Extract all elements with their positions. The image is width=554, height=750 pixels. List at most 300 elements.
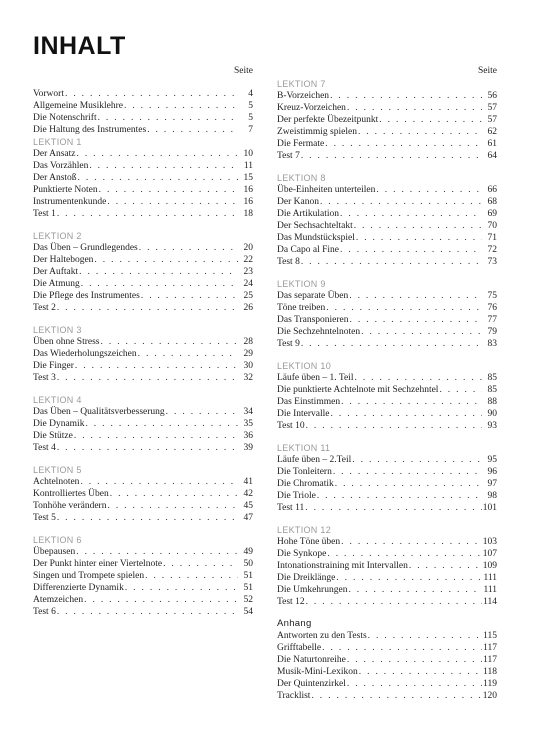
dot-leader: [57, 208, 238, 220]
toc-entry-page: 39: [243, 443, 253, 453]
dot-leader: [340, 244, 482, 256]
section-heading: LEKTION 8: [277, 173, 326, 183]
dot-leader: [354, 372, 482, 384]
dot-leader: [340, 208, 482, 220]
toc-entry-label: Antworten zu den Tests: [277, 631, 367, 641]
toc-entry-label: Der Ansatz: [33, 149, 76, 159]
toc-entry-label: Läufe üben – 1. Teil: [277, 373, 354, 383]
toc-entry-label: Die Stütze: [33, 431, 73, 441]
toc-entry-page: 15: [243, 173, 253, 183]
dot-leader: [57, 512, 238, 524]
toc-entry-page: 69: [487, 209, 497, 219]
toc-entry-page: 111: [483, 573, 497, 583]
dot-leader: [74, 430, 238, 442]
toc-entry-page: 7: [248, 125, 253, 135]
toc-entry: [277, 138, 497, 150]
toc-entry-label: Übepausen: [33, 547, 76, 557]
toc-entry: [277, 396, 497, 408]
toc-entry-label: Töne treiben: [277, 303, 326, 313]
toc-entry-label: Die Chromatik: [277, 479, 334, 489]
toc-entry: [277, 372, 497, 384]
dot-leader: [301, 338, 482, 350]
dot-leader: [163, 558, 238, 570]
toc-entry: [33, 348, 253, 360]
toc-entry-page: 57: [487, 103, 497, 113]
dot-leader: [94, 254, 238, 266]
toc-right-sections: [277, 78, 497, 702]
toc-entry-page: 97: [487, 479, 497, 489]
toc-entry: [277, 290, 497, 302]
toc-entry-page: 101: [482, 503, 497, 513]
toc-entry: [277, 642, 497, 654]
dot-leader: [376, 184, 482, 196]
toc-section: [33, 324, 253, 384]
dot-leader: [358, 126, 482, 138]
toc-right-column: [277, 64, 497, 702]
toc-entry-label: Der Haltebogen: [33, 255, 94, 265]
toc-entry: [277, 536, 497, 548]
toc-entry: [33, 208, 253, 220]
toc-entry: [33, 558, 253, 570]
section-heading: LEKTION 2: [33, 231, 82, 241]
toc-entry-label: Tonhöhe verändern: [33, 501, 107, 511]
dot-leader: [317, 490, 482, 502]
toc-entry: [277, 572, 497, 584]
dot-leader: [57, 442, 238, 454]
dot-leader: [335, 478, 482, 490]
toc-entry-label: Der Anstoß: [33, 173, 77, 183]
toc-entry-label: Test 10: [277, 421, 305, 431]
toc-entry: [33, 160, 253, 172]
toc-entry-page: 20: [243, 243, 253, 253]
toc-entry-page: 114: [483, 597, 497, 607]
toc-entry-label: Tracklist: [277, 691, 311, 701]
toc-entry-label: Vorwort: [33, 89, 64, 99]
toc-entry-label: Der Punkt hinter einer Viertelnote: [33, 559, 163, 569]
toc-entry-label: Test 11: [277, 503, 305, 513]
dot-leader: [305, 502, 482, 514]
toc-entry-page: 5: [248, 101, 253, 111]
dot-leader: [85, 418, 238, 430]
toc-entry-label: Die Dreiklänge: [277, 573, 336, 583]
dot-leader: [368, 630, 482, 642]
toc-section: [33, 136, 253, 220]
toc-entry-page: 23: [243, 267, 253, 277]
toc-entry-label: Das Einstimmen: [277, 397, 341, 407]
dot-leader: [348, 584, 482, 596]
dot-leader: [141, 290, 238, 302]
toc-entry-page: 120: [482, 691, 497, 701]
toc-entry: [33, 124, 253, 136]
toc-entry: [33, 88, 253, 100]
toc-entry-label: Das separate Üben: [277, 291, 349, 301]
dot-leader: [356, 232, 482, 244]
toc-entry-page: 117: [483, 643, 497, 653]
toc-entry-page: 115: [483, 631, 497, 641]
toc-entry-label: Übe-Einheiten unterteilen: [277, 185, 376, 195]
toc-entry-label: Der perfekte Übezeitpunkt: [277, 115, 379, 125]
toc-entry-page: 26: [243, 303, 253, 313]
toc-entry-label: Die Artikulation: [277, 209, 340, 219]
toc-entry: [277, 408, 497, 420]
toc-entry: [33, 442, 253, 454]
toc-entry-label: Hohe Töne üben: [277, 537, 341, 547]
toc-entry: [277, 302, 497, 314]
toc-entry-page: 109: [482, 561, 497, 571]
toc-entry-page: 66: [487, 185, 497, 195]
toc-entry-label: Grifftabelle: [277, 643, 322, 653]
toc-entry-page: 103: [482, 537, 497, 547]
toc-entry: [277, 490, 497, 502]
dot-leader: [57, 302, 238, 314]
toc-entry-page: 51: [243, 571, 253, 581]
section-heading: LEKTION 1: [33, 137, 82, 147]
toc-entry-label: Intonationstraining mit Intervallen: [277, 561, 408, 571]
toc-entry-page: 16: [243, 185, 253, 195]
toc-entry: [33, 546, 253, 558]
toc-entry-page: 72: [487, 245, 497, 255]
toc-entry: [277, 678, 497, 690]
dot-leader: [336, 572, 482, 584]
toc-entry-label: B-Vorzeichen: [277, 91, 330, 101]
dot-leader: [89, 160, 238, 172]
toc-entry: [33, 172, 253, 184]
toc-entry-page: 49: [243, 547, 253, 557]
toc-entry-label: Das Üben – Grundlegendes: [33, 243, 138, 253]
dot-leader: [138, 348, 238, 360]
toc-entry-page: 18: [243, 209, 253, 219]
toc-entry-label: Die Haltung des Instrumentes: [33, 125, 147, 135]
toc-entry-page: 95: [487, 455, 497, 465]
toc-entry-label: Test 12: [277, 597, 305, 607]
toc-entry-page: 25: [243, 291, 253, 301]
dot-leader: [125, 582, 238, 594]
toc-entry-page: 118: [483, 667, 497, 677]
toc-entry-page: 56: [487, 91, 497, 101]
toc-left-sections: [33, 136, 253, 618]
dot-leader: [139, 242, 238, 254]
toc-entry: [277, 596, 497, 608]
toc-entry-page: 85: [487, 385, 497, 395]
dot-leader: [80, 476, 238, 488]
dot-leader: [325, 138, 482, 150]
dot-leader: [350, 314, 482, 326]
toc-left-column: [33, 64, 253, 618]
toc-entry: [277, 466, 497, 478]
toc-entry-label: Die Sechzehntelnoten: [277, 327, 361, 337]
toc-entry-label: Differenzierte Dynamik: [33, 583, 124, 593]
toc-entry-label: Zweistimmig spielen: [277, 127, 357, 137]
toc-entry-label: Musik-Mini-Lexikon: [277, 667, 358, 677]
toc-entry-page: 28: [243, 337, 253, 347]
toc-entry: [33, 430, 253, 442]
toc-section: [33, 464, 253, 524]
toc-entry-page: 34: [243, 407, 253, 417]
toc-entry: [277, 126, 497, 138]
toc-entry-label: Test 2: [33, 303, 56, 313]
toc-entry-page: 29: [243, 349, 253, 359]
toc-entry: [33, 570, 253, 582]
toc-entry-label: Üben ohne Stress: [33, 337, 100, 347]
toc-entry: [277, 690, 497, 702]
toc-entry-label: Test 8: [277, 257, 300, 267]
toc-entry: [33, 476, 253, 488]
toc-entry-label: Die Finger: [33, 361, 74, 371]
toc-entry: [277, 102, 497, 114]
toc-entry-page: 85: [487, 373, 497, 383]
toc-entry: [277, 232, 497, 244]
toc-section: [277, 442, 497, 514]
toc-entry-label: Das Vorzählen: [33, 161, 89, 171]
toc-entry-label: Die Intervalle: [277, 409, 330, 419]
toc-entry: [33, 418, 253, 430]
toc-entry-page: 68: [487, 197, 497, 207]
dot-leader: [75, 360, 238, 372]
toc-entry-label: Test 1: [33, 209, 56, 219]
toc-entry: [277, 208, 497, 220]
toc-entry: [277, 338, 497, 350]
toc-entry: [33, 112, 253, 124]
toc-entry: [33, 196, 253, 208]
toc-entry-label: Da Capo al Fine: [277, 245, 340, 255]
toc-entry: [277, 196, 497, 208]
toc-section: [33, 230, 253, 314]
toc-entry: [277, 256, 497, 268]
dot-leader: [79, 266, 238, 278]
toc-entry-page: 77: [487, 315, 497, 325]
toc-section: [277, 278, 497, 350]
toc-entry-label: Läufe üben – 2.Teil: [277, 455, 352, 465]
dot-leader: [107, 500, 238, 512]
toc-entry: [277, 244, 497, 256]
section-heading: LEKTION 5: [33, 465, 82, 475]
toc-entry-page: 22: [243, 255, 253, 265]
toc-entry: [277, 666, 497, 678]
toc-entry: [277, 220, 497, 232]
dot-leader: [347, 678, 482, 690]
dot-leader: [354, 220, 482, 232]
toc-entry-label: Die Atmung: [33, 279, 80, 289]
section-heading: LEKTION 12: [277, 525, 332, 535]
toc-entry: [33, 290, 253, 302]
toc-entry-label: Die Fermate: [277, 139, 325, 149]
dot-leader: [57, 606, 238, 618]
toc-entry: [33, 406, 253, 418]
toc-entry: [33, 488, 253, 500]
dot-leader: [359, 666, 482, 678]
dot-leader: [409, 560, 482, 572]
toc-entry-page: 50: [243, 559, 253, 569]
page-title: INHALT: [33, 32, 126, 60]
toc-entry-label: Atemzeichen: [33, 595, 84, 605]
dot-leader: [306, 596, 482, 608]
toc-entry: [277, 150, 497, 162]
dot-leader: [124, 100, 238, 112]
toc-entry-label: Test 3: [33, 373, 56, 383]
dot-leader: [306, 420, 482, 432]
toc-entry-label: Allgemeine Musiklehre: [33, 101, 123, 111]
toc-entry-page: 107: [482, 549, 497, 559]
dot-leader: [76, 546, 238, 558]
dot-leader: [327, 548, 481, 560]
dot-leader: [347, 654, 482, 666]
toc-entry-label: Kontrolliertes Üben: [33, 489, 109, 499]
toc-entry-page: 61: [487, 139, 497, 149]
toc-entry: [33, 500, 253, 512]
toc-entry-label: Das Mundstückspiel: [277, 233, 355, 243]
toc-entry-page: 24: [243, 279, 253, 289]
dot-leader: [320, 196, 482, 208]
dot-leader: [352, 454, 482, 466]
toc-entry: [277, 420, 497, 432]
section-heading: LEKTION 3: [33, 325, 82, 335]
toc-section: [277, 524, 497, 608]
section-heading: LEKTION 4: [33, 395, 82, 405]
dot-leader: [78, 172, 238, 184]
toc-section: [277, 172, 497, 268]
toc-entry: [277, 114, 497, 126]
dot-leader: [65, 88, 238, 100]
toc-entry: [277, 184, 497, 196]
toc-entry-label: Singen und Trompete spielen: [33, 571, 145, 581]
toc-entry: [277, 454, 497, 466]
toc-entry: [33, 512, 253, 524]
toc-entry: [33, 372, 253, 384]
toc-entry-label: Test 5: [33, 513, 56, 523]
toc-section: [277, 360, 497, 432]
section-heading: LEKTION 11: [277, 443, 331, 453]
dot-leader: [84, 594, 238, 606]
toc-entry-page: 70: [487, 221, 497, 231]
toc-entry-label: Der Sechsachteltakt: [277, 221, 353, 231]
toc-entry-page: 51: [243, 583, 253, 593]
toc-entry: [277, 560, 497, 572]
toc-entry-page: 54: [243, 607, 253, 617]
section-heading: Anhang: [277, 618, 312, 629]
toc-entry: [277, 384, 497, 396]
toc-entry-page: 98: [487, 491, 497, 501]
toc-entry: [33, 184, 253, 196]
toc-section: [277, 78, 497, 162]
toc-entry-label: Test 7: [277, 151, 300, 161]
toc-entry: [277, 90, 497, 102]
toc-entry-page: 88: [487, 397, 497, 407]
toc-entry: [277, 326, 497, 338]
toc-entry-page: 64: [487, 151, 497, 161]
toc-entry-page: 71: [487, 233, 497, 243]
toc-entry: [33, 302, 253, 314]
toc-entry: [33, 100, 253, 112]
toc-entry-label: Die Dynamik: [33, 419, 85, 429]
toc-entry: [33, 278, 253, 290]
dot-leader: [333, 466, 482, 478]
page-column-header: Seite: [478, 66, 497, 76]
toc-entry: [33, 148, 253, 160]
dot-leader: [322, 642, 482, 654]
dot-leader: [311, 690, 481, 702]
dot-leader: [166, 406, 238, 418]
toc-section: [33, 394, 253, 454]
toc-entry: [33, 606, 253, 618]
toc-entry-page: 16: [243, 197, 253, 207]
toc-entry-label: Die Synkope: [277, 549, 327, 559]
toc-entry-page: 30: [243, 361, 253, 371]
dot-leader: [301, 150, 482, 162]
toc-entry-page: 42: [243, 489, 253, 499]
toc-entry-page: 32: [243, 373, 253, 383]
dot-leader: [107, 196, 238, 208]
section-heading: LEKTION 7: [277, 79, 326, 89]
toc-entry-label: Die Naturtonreihe: [277, 655, 346, 665]
toc-entry-page: 75: [487, 291, 497, 301]
toc-entry-page: 4: [248, 89, 253, 99]
dot-leader: [326, 302, 482, 314]
dot-leader: [145, 570, 238, 582]
toc-entry-page: 119: [483, 679, 497, 689]
toc-entry-label: Die punktierte Achtelnote mit Sechzehntel: [277, 385, 439, 395]
toc-entry-label: Das Üben – Qualitätsverbesserung: [33, 407, 165, 417]
toc-entry: [277, 630, 497, 642]
dot-leader: [81, 278, 238, 290]
toc-entry: [33, 594, 253, 606]
toc-entry-page: 83: [487, 339, 497, 349]
toc-entry-label: Instrumentenkunde: [33, 197, 107, 207]
toc-entry: [277, 584, 497, 596]
toc-entry-page: 79: [487, 327, 497, 337]
toc-entry-page: 111: [483, 585, 497, 595]
toc-entry-label: Test 6: [33, 607, 56, 617]
dot-leader: [439, 384, 482, 396]
dot-leader: [301, 256, 482, 268]
toc-entry-page: 41: [243, 477, 253, 487]
toc-entry-page: 35: [243, 419, 253, 429]
dot-leader: [98, 112, 238, 124]
toc-entry-label: Die Umkehrungen: [277, 585, 348, 595]
toc-entry-page: 47: [243, 513, 253, 523]
toc-entry-label: Das Transponieren: [277, 315, 349, 325]
toc-entry-page: 90: [487, 409, 497, 419]
toc-entry-label: Der Kanon: [277, 197, 319, 207]
dot-leader: [147, 124, 238, 136]
dot-leader: [361, 326, 482, 338]
toc-entry-label: Das Wiederholungszeichen: [33, 349, 137, 359]
toc-section: [33, 534, 253, 618]
toc-entry-page: 93: [487, 421, 497, 431]
toc-entry-label: Der Quintenzirkel: [277, 679, 346, 689]
toc-entry: [33, 266, 253, 278]
toc-entry-page: 45: [243, 501, 253, 511]
toc-entry: [33, 254, 253, 266]
toc-entry: [277, 314, 497, 326]
toc-entry-page: 10: [243, 149, 253, 159]
toc-section: [277, 618, 497, 702]
toc-entry: [33, 242, 253, 254]
toc-entry-page: 117: [483, 655, 497, 665]
dot-leader: [331, 408, 483, 420]
toc-entry: [33, 336, 253, 348]
dot-leader: [330, 90, 482, 102]
toc-entry: [277, 478, 497, 490]
toc-entry-page: 57: [487, 115, 497, 125]
dot-leader: [101, 336, 239, 348]
toc-intro-section: [33, 88, 253, 136]
section-heading: LEKTION 10: [277, 361, 332, 371]
toc-entry: [277, 654, 497, 666]
toc-entry-label: Punktierte Noten: [33, 185, 98, 195]
toc-entry-label: Der Auftakt: [33, 267, 79, 277]
toc-entry-label: Die Tonleitern: [277, 467, 332, 477]
toc-entry: [277, 548, 497, 560]
